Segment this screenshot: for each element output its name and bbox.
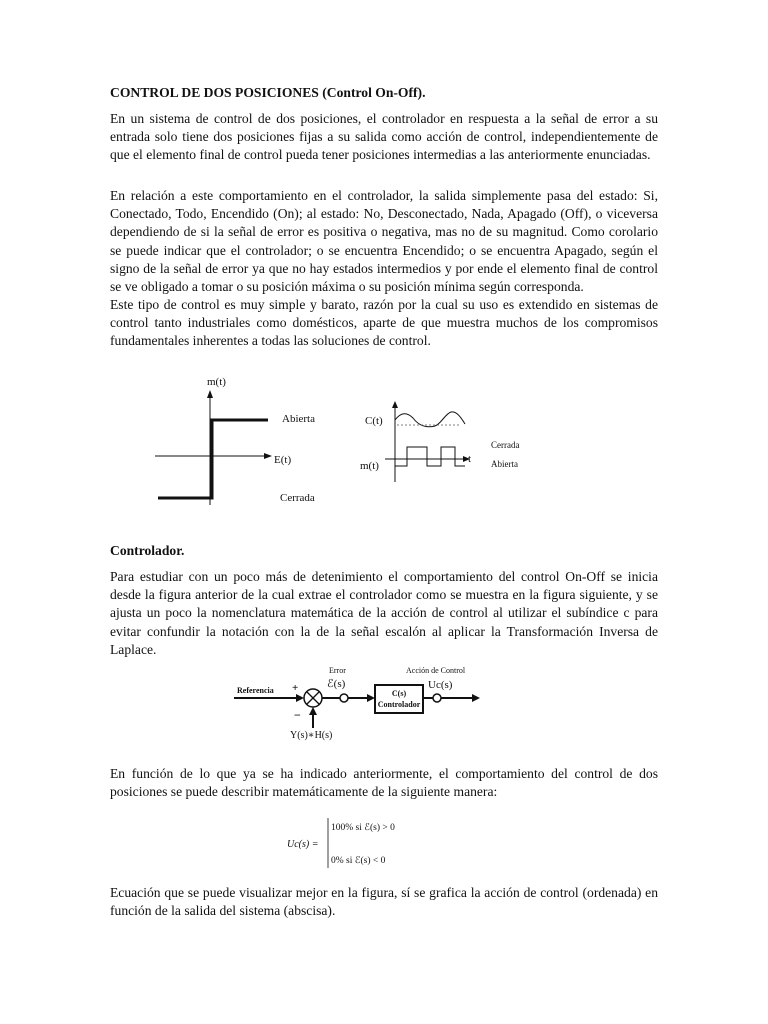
- block-title: C(s): [391, 689, 407, 698]
- upper-state-label: Abierta: [282, 413, 315, 425]
- plus-sign: +: [292, 682, 299, 694]
- error-arrow-icon: [367, 694, 375, 702]
- minus-sign: −: [294, 708, 301, 722]
- m-label: m(t): [360, 460, 379, 472]
- equation-lhs: Uc(s) =: [287, 839, 319, 850]
- equation-case-bottom: 0% si ℰ(s) < 0: [331, 856, 386, 866]
- reference-label: Referencia: [237, 686, 274, 695]
- paragraph-5: En función de lo que ya se ha indicado anteriormente, el comportamiento del control de dos posiciones se puede describir matemáticamente de la siguiente manera:: [110, 766, 658, 800]
- vertical-axis-arrow-icon: [392, 401, 398, 408]
- block-subtitle: Controlador: [377, 700, 421, 709]
- output-symbol: Uc(s): [428, 679, 453, 691]
- paragraph-6: Ecuación que se puede visualizar mejor en la figura, sí se grafica la acción de control (ordenada) en función de la salida del sistema (abscisa).: [110, 885, 658, 919]
- equation-figure: [285, 815, 425, 871]
- y-axis-label: m(t): [207, 376, 226, 388]
- reference-arrow-icon: [296, 694, 304, 702]
- t-label: t: [468, 453, 472, 465]
- manipulated-variable-curve: [395, 447, 465, 466]
- output-takeoff-icon: [433, 694, 441, 702]
- error-label: Error: [329, 666, 346, 675]
- section-heading: Controlador.: [110, 543, 185, 558]
- feedback-label: Y(s)∗H(s): [290, 730, 333, 741]
- lower-state-label: Abierta: [491, 459, 518, 469]
- upper-state-label: Cerrada: [491, 440, 520, 450]
- lower-state-label: Cerrada: [280, 492, 315, 504]
- controller-block-diagram: [232, 662, 492, 742]
- feedback-arrow-icon: [309, 707, 317, 715]
- page-title: CONTROL DE DOS POSICIONES (Control On-Off).: [110, 85, 426, 100]
- error-takeoff-icon: [340, 694, 348, 702]
- output-arrow-icon: [472, 694, 480, 702]
- c-label: C(t): [365, 415, 383, 427]
- paragraph-1: En un sistema de control de dos posiciones, el controlador en respuesta a la señal de error a su entrada solo tiene dos posiciones fijas a su salida como acción de control, independientemente de que el elemento final de control pueda tener posiciones intermedias a las anteriormente enunciadas.: [110, 111, 658, 163]
- time-response-figure: [355, 398, 535, 483]
- action-label: Acción de Control: [406, 666, 466, 675]
- x-axis-arrow-icon: [264, 453, 272, 459]
- controlled-variable-curve: [395, 412, 465, 427]
- x-axis-label: E(t): [274, 454, 292, 466]
- error-symbol: ℰ(s): [327, 678, 346, 690]
- onoff-characteristic-figure: [150, 370, 340, 515]
- paragraph-4: Para estudiar con un poco más de detenimiento el comportamiento del control On-Off se inicia desde la figura anterior de la cual extrae el controlador como se muestra en la figura siguiente, y se ajusta un poco la nomenclatura matemática de la acción de control al utilizar el subíndice c para evitar confundir la notación con la de la señal escalón al aplicar la Transformación Inversa de Laplace.: [110, 569, 658, 657]
- onoff-curve: [158, 420, 268, 498]
- equation-case-top: 100% si ℰ(s) > 0: [331, 823, 395, 833]
- y-axis-arrow-icon: [207, 390, 213, 398]
- paragraph-2: En relación a este comportamiento en el controlador, la salida simplemente pasa del estado: Si, Conectado, Todo, Encendido (On); al estado: No, Desconectado, Nada, Apagado (Off), o viceversa dependiendo de si la señal de error es positiva o negativa, mas no de su magnitud. Como corolario se puede indicar que el controlador; o se encuentra Encendido; o se encuentra Apagado, según el signo de la señal de error ya que no hay estados intermedios y por ende el elemento final de control se ve obligado a tomar o su posición máxima o su posición mínima según corresponda.: [110, 188, 658, 295]
- paragraph-3: Este tipo de control es muy simple y barato, razón por la cual su uso es extendido en sistemas de control tanto industriales como domésticos, aparte de que muestra muchos de los compromisos fundamentales inherentes a todas las soluciones de control.: [110, 297, 658, 349]
